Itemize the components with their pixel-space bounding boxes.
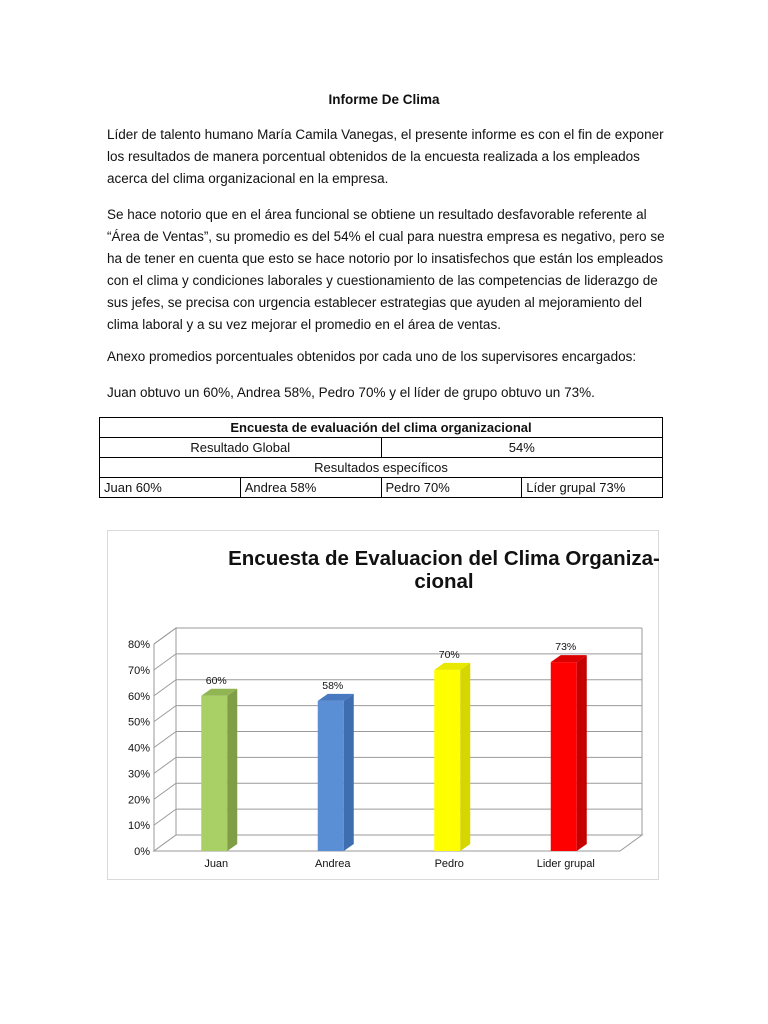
- bar-side: [460, 663, 470, 851]
- bar-front: [434, 670, 460, 851]
- y-tick-label: 70%: [127, 664, 150, 677]
- bar-side: [344, 694, 354, 851]
- annex-paragraph: Anexo promedios porcentuales obtenidos por cada uno de los supervisores encargados:: [107, 349, 637, 364]
- table-cell-lider: Líder grupal 73%: [522, 478, 663, 498]
- bar-chart: [107, 530, 659, 880]
- chart-title: Encuesta de Evaluacion del Clima Organiza-: [228, 547, 660, 570]
- specific-results-label: Resultados específicos: [100, 458, 663, 478]
- results-paragraph: Juan obtuvo un 60%, Andrea 58%, Pedro 70% y el líder de grupo obtuvo un 73%.: [107, 385, 595, 400]
- table-cell-pedro: Pedro 70%: [381, 478, 522, 498]
- y-tick-label: 30%: [127, 768, 150, 781]
- data-label: 73%: [555, 641, 577, 654]
- y-tick-label: 60%: [127, 690, 150, 703]
- survey-table: [99, 417, 663, 498]
- global-result-label: Resultado Global: [100, 438, 382, 458]
- bar-front: [201, 696, 227, 851]
- bar-side: [227, 689, 237, 851]
- data-label: 70%: [438, 648, 460, 661]
- table-cell-juan: Juan 60%: [100, 478, 241, 498]
- x-category-label: Andrea: [315, 858, 351, 870]
- x-category-label: Juan: [204, 858, 229, 870]
- chart-title-continued: cional: [414, 570, 474, 593]
- chart-plot: [108, 531, 660, 881]
- data-label: 58%: [322, 679, 344, 692]
- y-tick-label: 0%: [134, 846, 150, 858]
- analysis-paragraph: Se hace notorio que en el área funcional se obtiene un resultado desfavorable referente al “Área de Ventas”, su promedio es del 54% el cual para nuestra empresa es negativo, pero se ha de tener en cuenta que esto se hace notorio por lo insatisfechos que están los empleados con el clima y condiciones laborales y cuestionamiento de las competencias de liderazgo de sus jefes, se precisa con urgencia establecer estrategias que ayuden al mejoramiento del clima laboral y a su vez mejorar el promedio en el área de ventas.: [107, 207, 665, 332]
- y-tick-label: 10%: [127, 820, 150, 833]
- y-tick-label: 20%: [127, 794, 150, 807]
- bar-front: [551, 662, 577, 851]
- table-cell-andrea: Andrea 58%: [240, 478, 381, 498]
- table-header: Encuesta de evaluación del clima organizacional: [100, 418, 663, 438]
- x-category-label: Lider grupal: [536, 858, 595, 870]
- global-result-value: 54%: [381, 438, 663, 458]
- y-tick-label: 40%: [127, 742, 150, 755]
- bar-side: [577, 655, 587, 851]
- y-tick-label: 50%: [127, 716, 150, 729]
- y-tick-label: 80%: [127, 639, 150, 651]
- page-title: Informe De Clima: [328, 92, 440, 107]
- data-label: 60%: [205, 674, 227, 687]
- bar-front: [318, 701, 344, 851]
- intro-paragraph: Líder de talento humano María Camila Vanegas, el presente informe es con el fin de exponer los resultados de manera porcentual obtenidos de la encuesta realizada a los empleados acerca del clima organizacional en la empresa.: [107, 127, 664, 186]
- x-category-label: Pedro: [434, 858, 464, 870]
